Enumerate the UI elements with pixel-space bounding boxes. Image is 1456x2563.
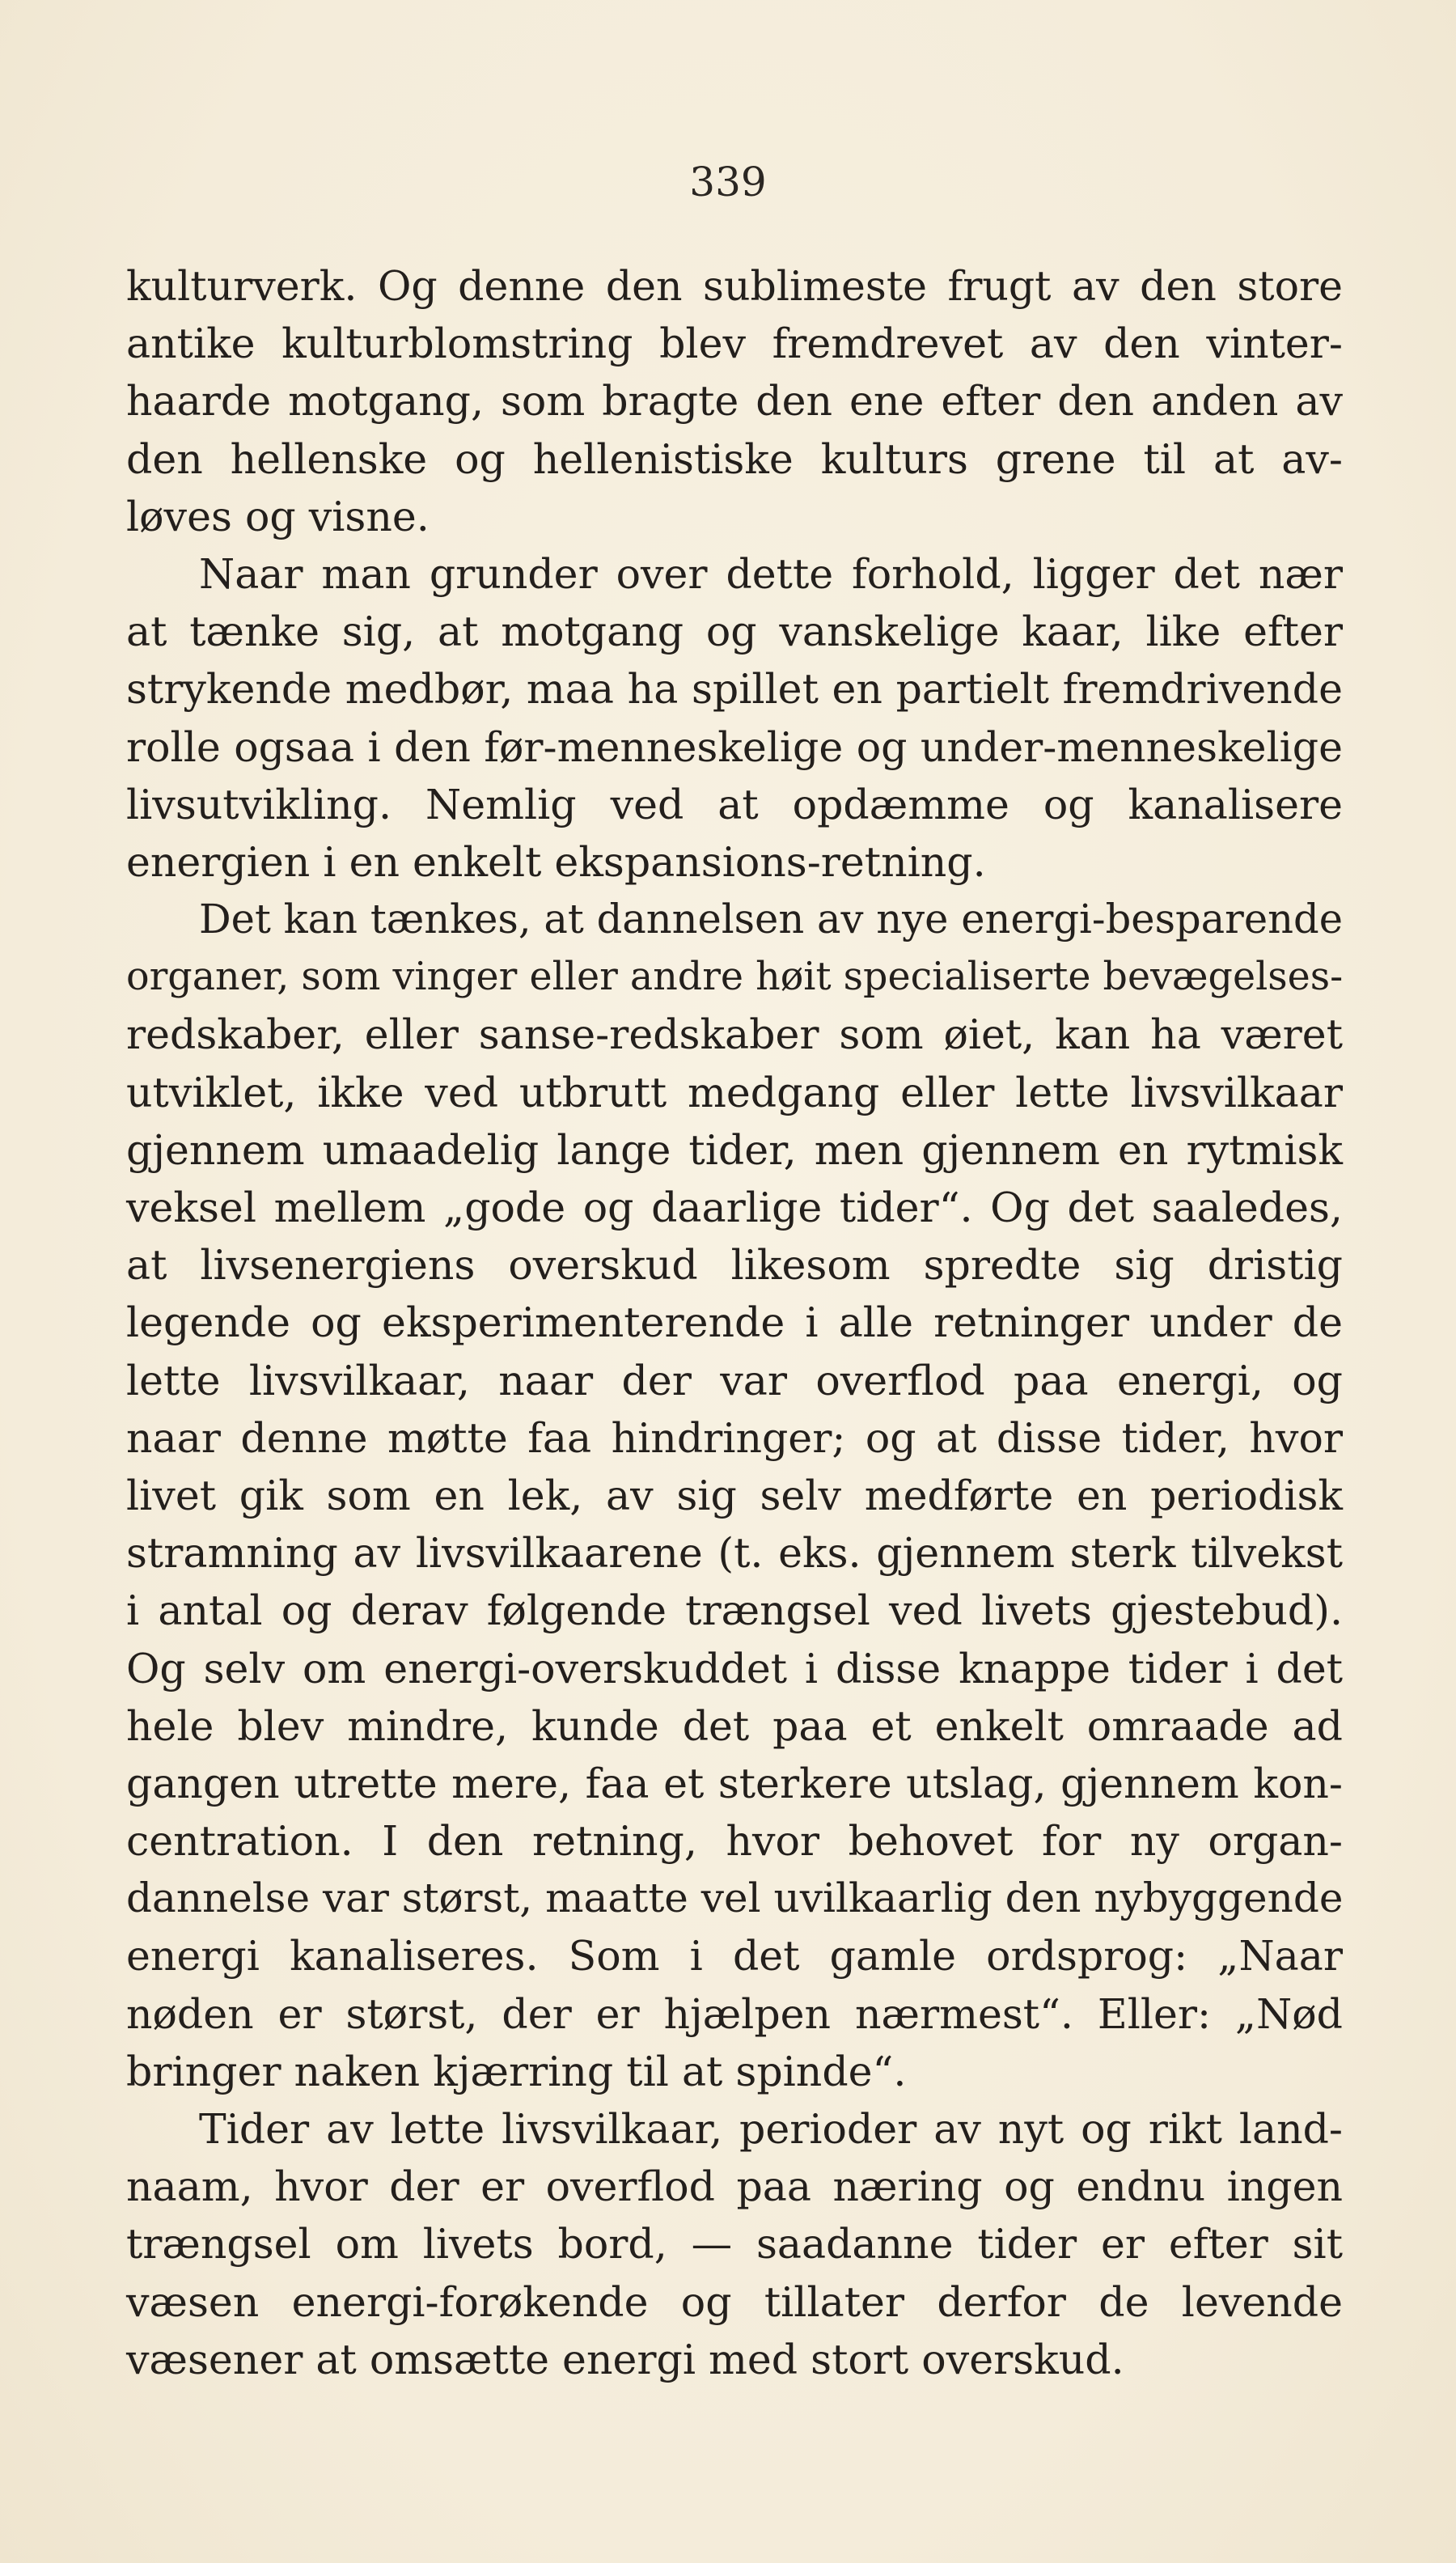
text-line: naar denne møtte faa hindringer; og at disse tider, hvor: [126, 1413, 1343, 1462]
text-line: lette livsvilkaar, naar der var overflod paa energi, og: [126, 1356, 1343, 1404]
text-line: gangen utrette mere, faa et sterkere utslag, gjennem kon-: [126, 1759, 1343, 1807]
text-line: energi kanaliseres. Som i det gamle ordsprog: „Naar: [126, 1932, 1343, 1980]
text-line: livsutvikling. Nemlig ved at opdæmme og kanalisere: [126, 780, 1343, 828]
text-line: i antal og derav følgende trængsel ved livets gjestebud).: [126, 1587, 1343, 1635]
text-line: rolle ogsaa i den før-menneskelige og under-menneskelige: [126, 722, 1343, 771]
text-line: væsen energi-forøkende og tillater derfor de levende: [126, 2277, 1343, 2326]
text-line: trængsel om livets bord, — saadanne tider er efter sit: [126, 2220, 1343, 2269]
text-line: gjennem umaadelig lange tider, men gjennem en rytmisk: [126, 1125, 1343, 1174]
text-line: organer, som vinger eller andre høit specialiserte bevægelses-: [126, 955, 1344, 1000]
text-line: kulturverk. Og denne den sublimeste frugt av den store: [126, 262, 1343, 310]
text-line: centration. I den retning, hvor behovet for ny organ-: [126, 1817, 1343, 1866]
text-line: stramning av livsvilkaarene (t. eks. gjennem sterk tilvekst: [126, 1529, 1343, 1578]
body-text: [126, 257, 1343, 2388]
page-number: 339: [689, 159, 767, 205]
text-line: Naar man grunder over dette forhold, ligger det nær: [199, 549, 1343, 598]
text-line: legende og eksperimenterende i alle retninger under de: [126, 1298, 1343, 1347]
text-line: Tider av lette livsvilkaar, perioder av nyt og rikt land-: [199, 2105, 1343, 2153]
text-line: nøden er størst, der er hjælpen nærmest“. Eller: „Nød: [126, 1989, 1343, 2038]
text-line: naam, hvor der er overflod paa næring og endnu ingen: [126, 2163, 1343, 2211]
text-line: haarde motgang, som bragte den ene efter den anden av: [126, 377, 1343, 426]
text-line: løves og visne.: [126, 492, 430, 540]
text-line: at tænke sig, at motgang og vanskelige kaar, like efter: [126, 608, 1343, 656]
text-line: antike kulturblomstring blev fremdrevet av den vinter-: [126, 320, 1343, 368]
text-line: energien i en enkelt ekspansions-retning.: [126, 837, 986, 886]
text-line: dannelse var størst, maatte vel uvilkaarlig den nybyggende: [126, 1875, 1344, 1922]
text-line: veksel mellem „gode og daarlige tider“. Og det saaledes,: [126, 1184, 1343, 1231]
text-line: utviklet, ikke ved utbrutt medgang eller lette livsvilkaar: [126, 1068, 1343, 1116]
text-line: at livsenergiens overskud likesom spredte sig dristig: [126, 1241, 1343, 1290]
text-line: bringer naken kjærring til at spinde“.: [126, 2047, 907, 2095]
text-line: livet gik som en lek, av sig selv medførte en periodisk: [126, 1471, 1343, 1519]
text-line: hele blev mindre, kunde det paa et enkelt omraade ad: [126, 1701, 1343, 1750]
text-line: redskaber, eller sanse-redskaber som øiet, kan ha været: [126, 1010, 1343, 1059]
text-line: Og selv om energi-overskuddet i disse knappe tider i det: [126, 1644, 1343, 1692]
text-line: strykende medbør, maa ha spillet en partielt fremdrivende: [126, 665, 1343, 714]
text-line: Det kan tænkes, at dannelsen av nye energi-besparende: [199, 896, 1343, 943]
text-line: den hellenske og hellenistiske kulturs grene til at av-: [126, 434, 1343, 483]
text-line: væsener at omsætte energi med stort overskud.: [126, 2335, 1124, 2383]
